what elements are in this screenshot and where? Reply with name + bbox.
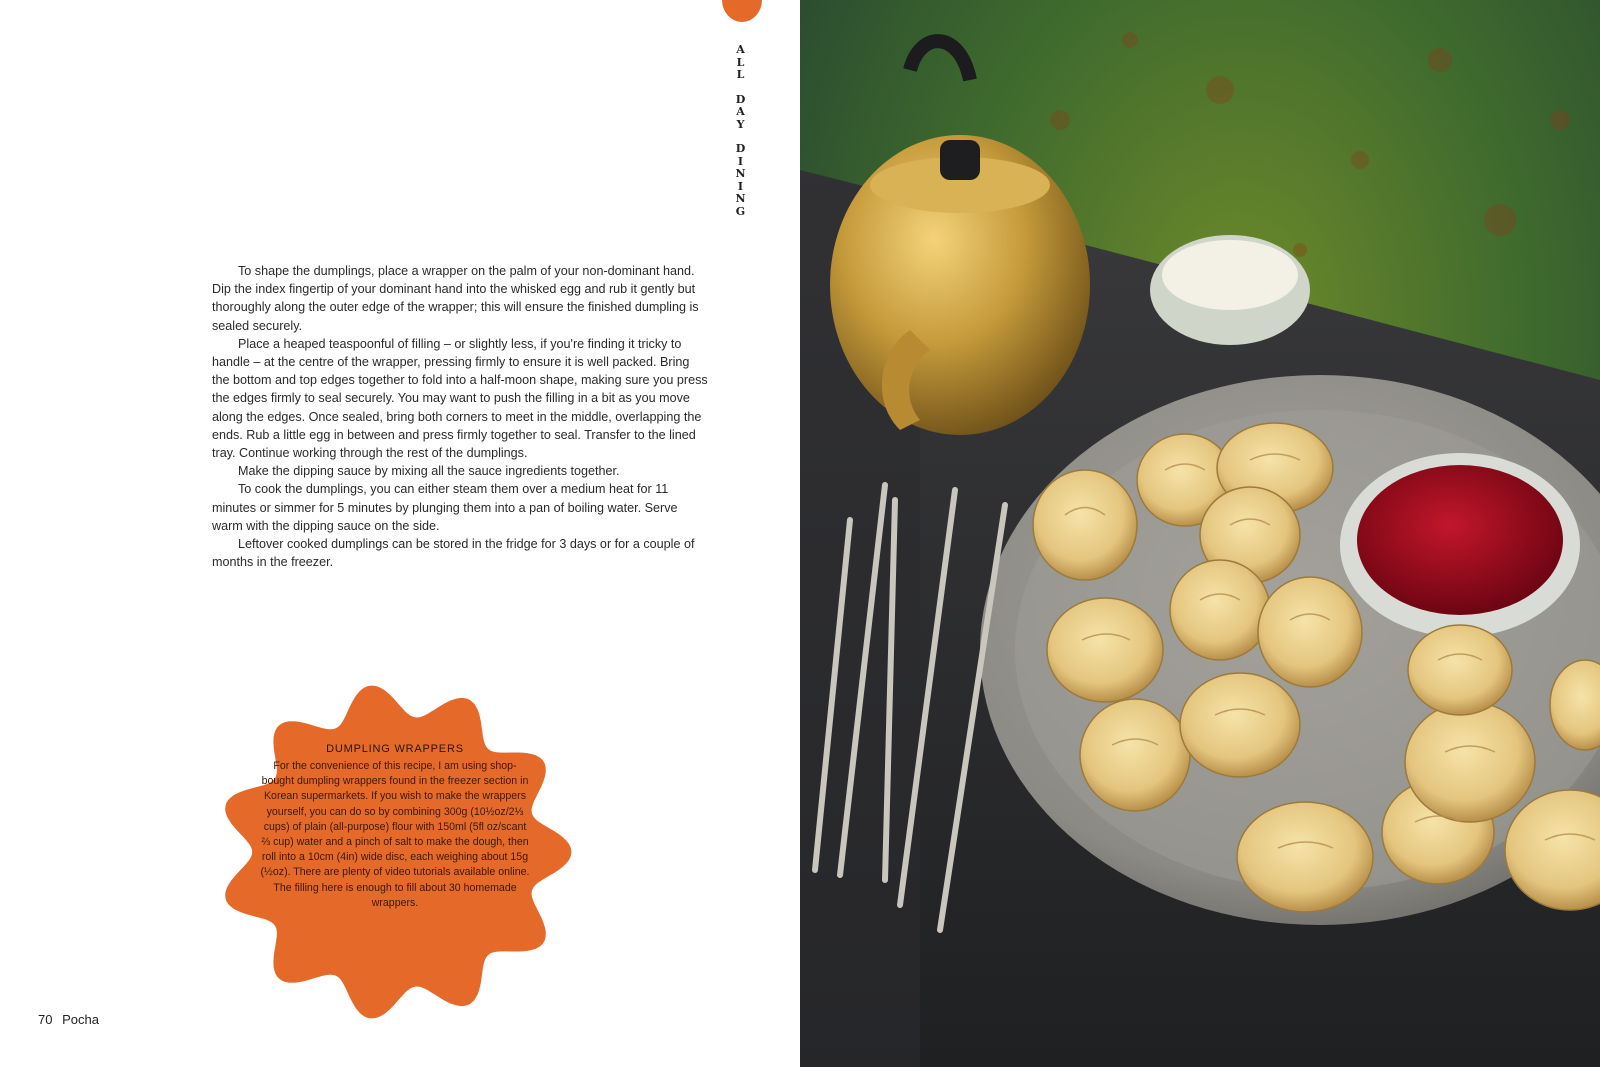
page-footer [38, 1012, 99, 1027]
book-title: Pocha [62, 1012, 99, 1027]
method-paragraph: Leftover cooked dumplings can be stored in the fridge for 3 days or for a couple of months in the freezer. [212, 537, 695, 570]
dumplings-photo [800, 0, 1600, 1067]
running-head: A L L D A Y D I N I N G [735, 43, 747, 218]
photo-page [800, 0, 1600, 1067]
chapter-tab [722, 0, 762, 22]
method-paragraph: To cook the dumplings, you can either steam them over a medium heat for 11 minutes or simmer for 5 minutes by plunging them into a pan of boiling water. Serve warm with the dipping sauce on the side. [212, 482, 678, 533]
sidebar-title: DUMPLING WRAPPERS [326, 743, 464, 755]
method-paragraph: Make the dipping sauce by mixing all the sauce ingredients together. [238, 464, 620, 479]
method-paragraph: Place a heaped teaspoonful of filling – or slightly less, if you're finding it tricky to handle – at the centre of the wrapper, pressing firmly to ensure it is well packed. Bring the bottom and top edges together to fold into a half-moon shape, making sure you press the edges firmly to seal securely. You may want to push the filling in a bit as you move along the edges. Once sealed, bring both corners to meet in the middle, overlapping the ends. Rub a little egg in between and press firmly together to seal. Transfer to the lined tray. Continue working through the rest of the dumplings. [212, 336, 708, 461]
method-paragraph: To shape the dumplings, place a wrapper on the palm of your non-dominant hand. Dip the index fingertip of your dominant hand into the whisked egg and rub it gently but thoroughly along the outer edge of the wrapper; this will ensure the finished dumpling is sealed securely. [212, 264, 699, 333]
page-number: 70 [38, 1012, 53, 1027]
sidebar-body: For the convenience of this recipe, I am using shop-bought dumpling wrappers found in the freezer section in Korean supermarkets. If you wish to make the wrappers yourself, you can do so by combining 300g (10½oz/2⅓ cups) of plain (all-purpose) flour with 150ml (5fl oz/scant ⅔ cup) water and a pinch of salt to make the dough, then roll into a 10cm (4in) wide disc, each weighing about 15g (½oz). There are plenty of video tutorials available online. The filling here is enough to fill about 30 homemade wrappers. [260, 760, 530, 909]
recipe-method-text [212, 262, 708, 571]
sidebar-panel [258, 743, 532, 911]
